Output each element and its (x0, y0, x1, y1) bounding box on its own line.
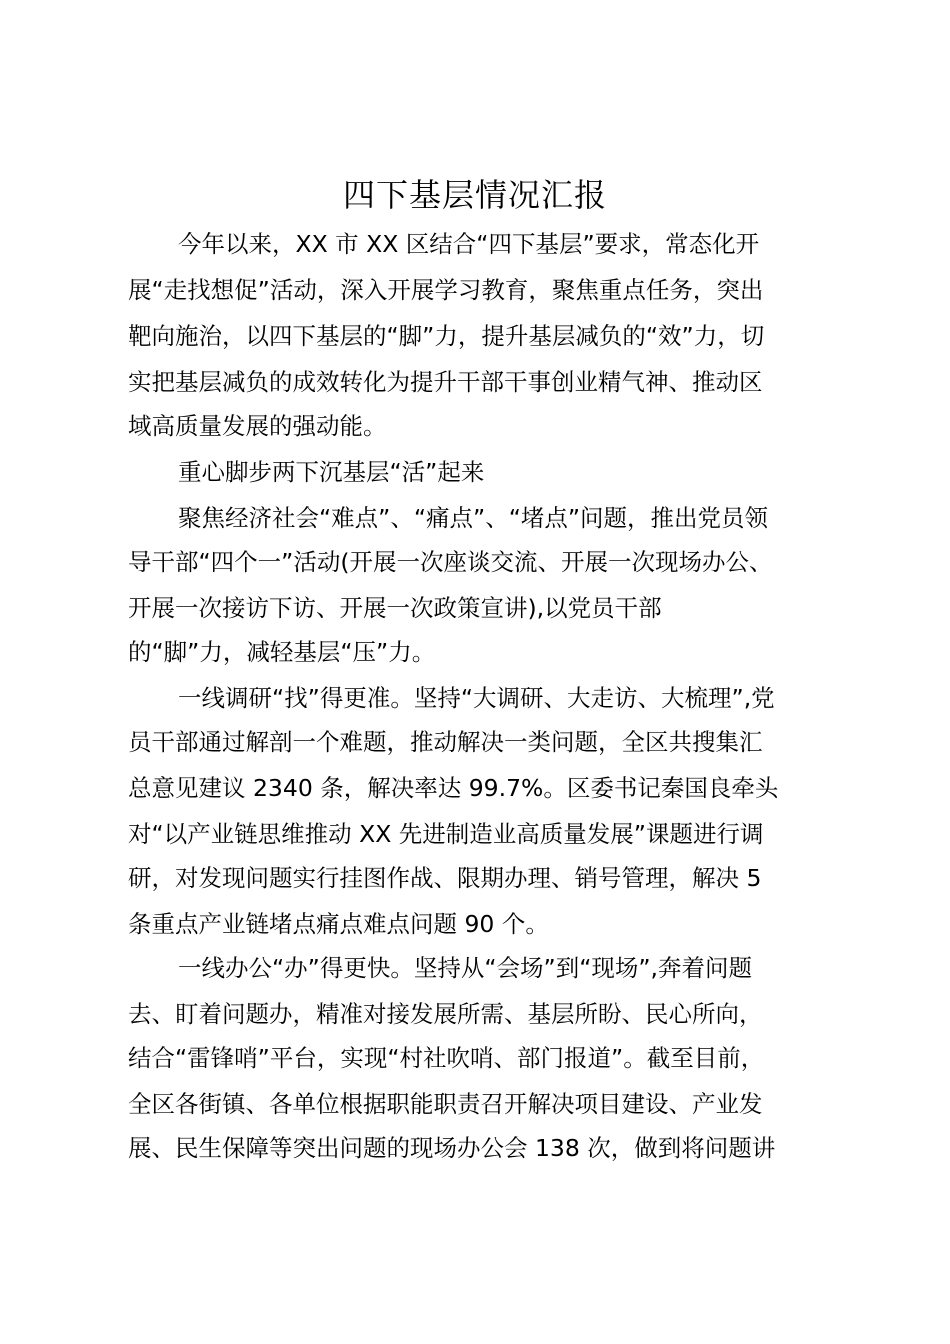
paragraph-line: 开展一次接访下访、开展一次政策宣讲),以党员干部 (128, 594, 662, 622)
paragraph-line: 展、民生保障等突出问题的现场办公会 138 次，做到将问题讲 (128, 1134, 776, 1162)
paragraph-line: 对“以产业链思维推动 XX 先进制造业高质量发展”课题进行调 (128, 820, 764, 848)
paragraph-line: 研，对发现问题实行挂图作战、限期办理、销号管理，解决 5 (128, 864, 762, 892)
paragraph-line: 聚焦经济社会“难点”、“痛点”、“堵点”问题，推出党员领 (178, 504, 769, 532)
paragraph-line: 结合“雷锋哨”平台，实现“村社吹哨、部门报道”。截至目前， (128, 1044, 765, 1072)
paragraph-line: 一线调研“找”得更准。坚持“大调研、大走访、大梳理”,党 (178, 684, 775, 712)
paragraph-line: 一线办公“办”得更快。坚持从“会场”到“现场”,奔着问题 (178, 954, 753, 982)
paragraph-line: 的“脚”力，减轻基层“压”力。 (128, 638, 436, 666)
paragraph-line: 条重点产业链堵点痛点难点问题 90 个。 (128, 910, 549, 938)
paragraph-line: 导干部“四个一”活动(开展一次座谈交流、开展一次现场办公、 (128, 548, 773, 576)
paragraph-line: 靶向施治，以四下基层的“脚”力，提升基层减负的“效”力，切 (128, 322, 765, 350)
paragraph-line: 今年以来，XX 市 XX 区结合“四下基层”要求，常态化开 (178, 230, 760, 258)
paragraph-line: 去、盯着问题办，精准对接发展所需、基层所盼、民心所向， (128, 1000, 763, 1028)
paragraph-line: 全区各街镇、各单位根据职能职责召开解决项目建设、产业发 (128, 1090, 763, 1118)
paragraph-line: 域高质量发展的强动能。 (128, 412, 387, 440)
paragraph-line: 总意见建议 2340 条，解决率达 99.7%。区委书记秦国良牵头 (128, 774, 779, 802)
document-title: 四下基层情况汇报 (342, 176, 607, 214)
paragraph-line: 展“走找想促”活动，深入开展学习教育，聚焦重点任务，突出 (128, 276, 764, 304)
section-heading: 重心脚步两下沉基层“活”起来 (178, 458, 485, 486)
paragraph-line: 实把基层减负的成效转化为提升干部干事创业精气神、推动区 (128, 368, 763, 396)
paragraph-line: 员干部通过解剖一个难题，推动解决一类问题，全区共搜集汇 (128, 728, 763, 756)
